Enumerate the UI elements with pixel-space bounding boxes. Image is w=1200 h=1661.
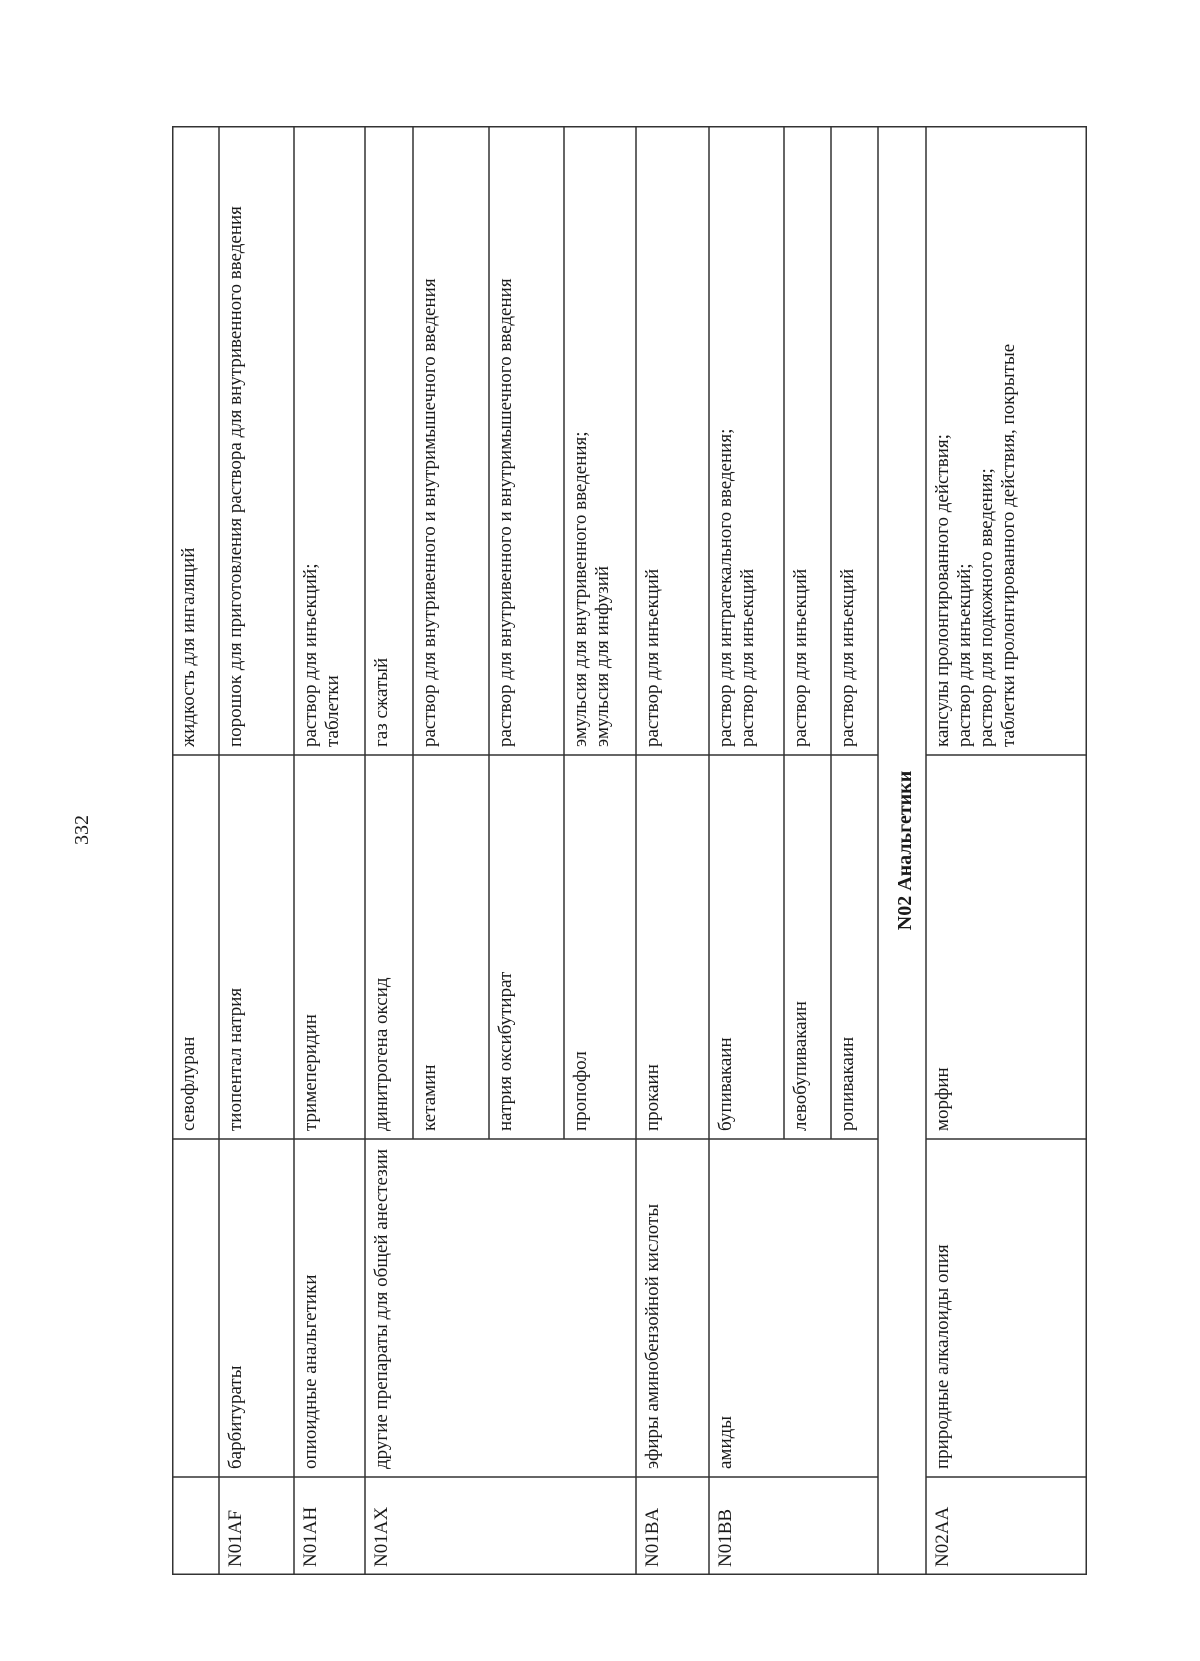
atc-code: N01BB <box>715 1508 736 1567</box>
drug-name: пропофол <box>570 1051 591 1131</box>
group-name: барбитураты <box>225 1365 246 1469</box>
section-header: N02 Анальгетики <box>894 770 916 931</box>
dosage-forms: раствор для инъекций <box>837 568 858 747</box>
drug-name: прокаин <box>642 1064 663 1131</box>
group-name: эфиры аминобензойной кислоты <box>642 1203 663 1469</box>
drug-name: натрия оксибутират <box>495 971 516 1131</box>
dosage-forms: раствор для интратекального введения; раствор для инъекций <box>715 428 758 747</box>
group-name: другие препараты для общей анестезии <box>371 1148 392 1469</box>
dosage-forms: раствор для внутривенного и внутримышечного введения <box>419 278 440 747</box>
drug-name: бупивакаин <box>715 1037 736 1131</box>
atc-code: N02AA <box>932 1506 953 1567</box>
drug-name: тримеперидин <box>300 1014 321 1131</box>
group-name: опиоидные анальгетики <box>300 1274 321 1469</box>
atc-code: N01AH <box>300 1506 321 1567</box>
dosage-forms: капсулы пролонгированного действия; раствор для инъекций; раствор для подкожного введения; таблетки пролонгированного действия, покрытые <box>932 343 1019 747</box>
dosage-forms: порошок для приготовления раствора для внутривенного введения <box>225 206 246 747</box>
atc-code: N01BA <box>642 1507 663 1567</box>
drug-table <box>172 126 1087 1575</box>
drug-name: кетамин <box>419 1064 440 1131</box>
drug-name: динитрогена оксид <box>371 977 392 1131</box>
drug-name: морфин <box>932 1067 953 1131</box>
drug-name: тиопентал натрия <box>225 987 246 1131</box>
dosage-forms: жидкость для ингаляций <box>178 547 199 747</box>
group-name: природные алкалоиды опия <box>932 1244 953 1469</box>
dosage-forms: раствор для инъекций <box>790 568 811 747</box>
dosage-forms: газ сжатый <box>371 657 392 747</box>
drug-name: ропивакаин <box>837 1036 858 1131</box>
dosage-forms: раствор для инъекций; таблетки <box>300 563 343 747</box>
table-grid <box>172 126 1087 1575</box>
page-number: 332 <box>71 815 93 845</box>
drug-name: севофлуран <box>178 1036 199 1131</box>
atc-code: N01AX <box>371 1506 392 1567</box>
dosage-forms: эмульсия для внутривенного введения; эмульсия для инфузий <box>570 431 613 747</box>
drug-name: левобупивакаин <box>790 1001 811 1131</box>
dosage-forms: раствор для инъекций <box>642 568 663 747</box>
atc-code: N01AF <box>225 1509 246 1567</box>
dosage-forms: раствор для внутривенного и внутримышечного введения <box>495 278 516 747</box>
group-name: амиды <box>715 1415 736 1469</box>
